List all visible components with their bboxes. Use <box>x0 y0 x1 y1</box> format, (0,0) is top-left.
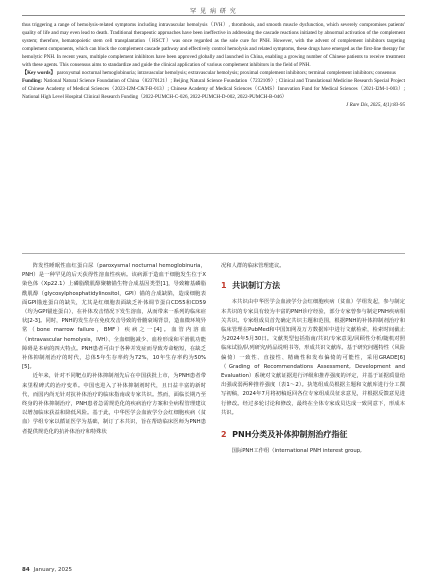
keywords-line <box>22 69 405 77</box>
section-2-heading <box>221 430 405 439</box>
section-2-title: PNH分类及补体抑制剂治疗指征 <box>232 430 348 440</box>
keywords-text: paroxysmal nocturnal hemoglobinuria; intravascular hemolysis; extravascular hemolysis; proximal complement inhibitors; terminal complement inhibitors; consensus <box>56 70 396 76</box>
left-column <box>22 262 206 437</box>
issue-date: January, 2025 <box>33 567 73 573</box>
left-paragraph-2: 近年来，针对不同靶点的补体抑制剂先后在中国获批上市，为PNH患者带来里程碑式的治疗变革。中国也进入了补体抑制剂时代，且日益丰富的新时代，而国内尚无针对抗补体治疗的临床指南或专家共识。然而，面临长期乃至终身的补体抑制治疗，PNH患者急需规范化的疾病治疗方案和全病程管理建议以增加临床获益和降低风险。基于此，中华医学会血液学分会红细胞疾病（贫血）学组专家以循证医学为基础，制订了本共识，旨在帮助临床医师为PNH患者提供规范化的抗补体治疗和特殊状 <box>22 373 206 435</box>
right-lead-text: 况和人群的临床管理建议。 <box>221 263 285 269</box>
funding-line <box>22 77 405 101</box>
page-number: 84 <box>22 567 30 573</box>
page-footer <box>22 567 72 573</box>
section-1-body: 本共识由中华医学会血液学分会红细胞疾病（贫血）学组发起，参与制定本共识的专家具有较为丰富的PNH诊疗经验，部分专家曾参与制定PNH疾病相关共识。专家组成员首先确定共识主题和范围，根据PNH的补体抑制剂治疗和临床管理在PubMed和中国知网及万方数据库中进行文献检索，检索时间截止为2024年5月30日。文献类型包括指南/共识/专家意见/回顾性分析/随机对照临床试验/队列研究/药品说明书等，形成共识文献库。基于研究问题特性（风险偏倚）一致性、直接性、精确性和发布偏倚的可能性，采用GRADE[6]（Grading of Recommendations Assessment, Development and Evaluation）系统对文献证据进行评级和推荐强度的评定，并基于证据质量给出强或弱两种推荐强度（表1～2）。执笔组成员根据主题和文献库进行分工撰写初稿，2024年7月将初稿返回各位专家组成员征求意见，并根据反馈意见进行修改。经过多轮讨论和修改，最终在全体专家成员达成一致同意下，形成本共识。 <box>221 299 405 416</box>
abstract-body: thus triggering a range of hemolysis-related symptoms including intravascular hemolysis（IVH）, thrombosis, and smooth muscle dysfunction, which severely compromises patients' quality of life and may even lead to death. Traditional therapeutic approaches have been ineffective in addressing the cascade reactions initiated by abnormal activation of the complement system; therefore, hematopoietic stem cell transplantation（HSCT）was once regarded as the sole cure for PNH. However, with the advent of complement inhibitors targeting complement components, which can block the complement cascade pathway and effectively control hemolysis and related symptoms, these drugs have emerged as the first-line therapy for hemolytic PNH. In recent years, multiple complement inhibitors have been approved globally and launched in China, enabling a growing number of Chinese patients to receive treatment with these agents. This consensus aims to standardize and guide the clinical application of various complement inhibitors in the field of PNH. <box>22 22 405 68</box>
section-2-body: 国际PNH工作组（international PNH interest group, <box>231 448 362 455</box>
section-2-number: 2 <box>221 430 227 440</box>
citation: J Rare Dis, 2025, 4(1):83-95 <box>346 102 405 108</box>
funding-label: Funding: <box>22 78 43 84</box>
journal-header: 罕 见 病 研 究 <box>190 8 237 15</box>
right-column <box>221 262 405 456</box>
header-rule <box>22 15 405 16</box>
section-1-title: 共识制订方法 <box>232 281 281 291</box>
keywords-label: 【Key words】 <box>22 70 56 76</box>
left-paragraph-1: 阵发性睡眠性血红蛋白尿（paroxysmal nocturnal hemoglobinuria，PNH）是一种罕见的后天获得性溶血性疾病。该病源于造血干细胞发生位于X染色体（Xp22.1）上磷脂酰肌醇聚糖锚生物合成基因类型[1]，导致糖基磷脂酰肌醇（glycosylphosphatidylinositol，GPI）锚的合成缺陷，造成细胞表面GPI锚连蛋白的缺失，尤其是红细胞表面缺乏补体调节蛋白CD55和CD59（均为GPI锚连蛋白），在补体攻击情况下发生溶血，从而带来一系列的临床症状[2-3]。同时，PNH的发生存在免疫攻击导致的骨髓衰竭背景，造血微环境异常（bone marrow failure，BMF）疾病之一[4]。血管内溶血（intravascular hemolysis，IVH）、全血细胞减少、血栓形成和平滑肌功能障碍是本病的四大特点。PNH患者可由于各种并发症而导致寿命缩短，在缺乏补体抑制剂治疗的时代，总体5年生存率约为72%，10年生存率约为50%[5]。 <box>22 263 206 371</box>
abstract-block <box>22 21 405 109</box>
section-separator <box>22 253 405 254</box>
section-1-number: 1 <box>221 281 227 291</box>
funding-text: National Natural Science Foundation of China（82370121）; Beijing Natural Science Foundation（7232109）; Clinical and Translational Medicine Research Special Project of Chinese Academy of Medical Sciences（2023-I2M-C&T-B-013）; Chinese Academy of Medical Sciences（CAMS）Innovation Fund for Medical Sciences（2021-I2M-1-003）; National High Level Hospital Clinical Research Funding（2022-PUMCH-C-026, 2022-PUMCH-D-002, 2022-PUMCH-B-046） <box>22 78 405 100</box>
section-1-heading <box>221 281 405 290</box>
